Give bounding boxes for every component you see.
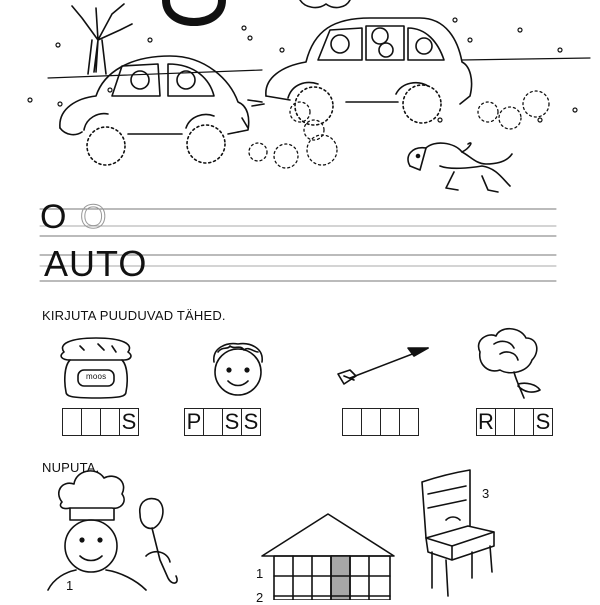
title-letter-o-outline	[166, 0, 222, 22]
answer-box[interactable]	[81, 408, 101, 436]
answer-box[interactable]	[380, 408, 400, 436]
answer-box[interactable]: R	[476, 408, 496, 436]
big-car-icon	[248, 18, 472, 125]
answer-boxes-jar	[62, 408, 139, 436]
house-row-number-2: 2	[256, 590, 264, 605]
letter-sample: O	[40, 198, 67, 236]
letter-trace: O	[80, 198, 107, 236]
house-row-number-1: 1	[256, 566, 264, 581]
child-face-icon	[214, 344, 262, 395]
answer-box[interactable]: P	[184, 408, 204, 436]
answer-boxes-face	[184, 408, 261, 436]
answer-boxes-arrow	[342, 408, 419, 436]
answer-box[interactable]: S	[533, 408, 553, 436]
cook-icon	[48, 471, 177, 590]
task2-instruction: NUPUTA.	[42, 460, 100, 475]
answer-box[interactable]	[62, 408, 82, 436]
answer-box[interactable]	[399, 408, 419, 436]
tree-icon	[72, 4, 132, 74]
chair-number: 3	[482, 486, 490, 501]
word-sample: AUTO	[44, 243, 148, 284]
answer-box[interactable]	[495, 408, 515, 436]
answer-box[interactable]: S	[241, 408, 261, 436]
cloud-icon	[300, 0, 350, 7]
jar-label: moos	[86, 372, 107, 381]
answer-box[interactable]: S	[222, 408, 242, 436]
answer-boxes-rose	[476, 408, 553, 436]
house-puzzle-icon	[262, 514, 394, 600]
rose-icon	[479, 329, 540, 398]
answer-box[interactable]	[100, 408, 120, 436]
answer-box[interactable]	[342, 408, 362, 436]
arrow-icon	[338, 348, 428, 384]
answer-box[interactable]	[203, 408, 223, 436]
answer-box[interactable]: S	[119, 408, 139, 436]
dog-icon	[408, 143, 512, 192]
answer-box[interactable]	[514, 408, 534, 436]
jam-jar-icon	[61, 338, 131, 398]
task1-instruction: KIRJUTA PUUDUVAD TÄHED.	[42, 308, 226, 323]
answer-box[interactable]	[361, 408, 381, 436]
letter-writing-lines	[40, 209, 556, 236]
cook-number: 1	[66, 578, 74, 593]
